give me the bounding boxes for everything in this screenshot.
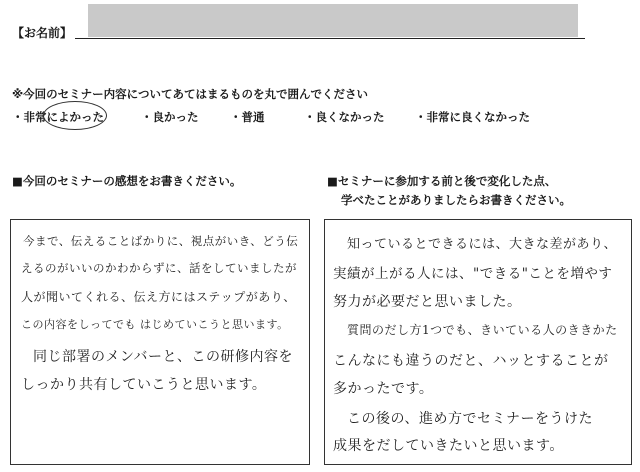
- option-label: ・良くなかった: [304, 110, 385, 124]
- handwritten-line: 成果をだしていきたいと思います。: [333, 438, 564, 454]
- question1-text: ※今回のセミナー内容についてあてはまるものを丸で囲んでください: [12, 87, 368, 101]
- left-comment-box[interactable]: [10, 219, 310, 465]
- right-section-title-line2: 学べたことがありましたらお書きください。: [341, 193, 571, 207]
- selection-circle: [43, 101, 107, 130]
- option-good[interactable]: [141, 109, 199, 125]
- left-section-title: ■今回のセミナーの感想をお書きください。: [12, 174, 242, 188]
- handwritten-line: こんなにも違うのだと、ハッとすることが: [333, 353, 609, 369]
- name-redaction: [88, 4, 578, 37]
- handwritten-line: 実績が上がる人には、"できる"ことを増やす: [333, 266, 613, 282]
- option-label: ・非常によかった: [12, 110, 104, 124]
- handwritten-line: 人が聞いてくれる、伝え方にはステップがあり、: [21, 290, 296, 304]
- handwritten-line: 努力が必要だと思いました。: [333, 294, 522, 310]
- handwritten-line: 同じ部署のメンバーと、この研修内容を: [33, 349, 294, 365]
- right-comment-box[interactable]: [324, 219, 632, 465]
- option-very-not-good[interactable]: [415, 109, 530, 125]
- handwritten-line: 質問のだし方1つでも、きいている人のききかた: [347, 323, 618, 337]
- handwritten-line: しっかり共有していこうと思います。: [21, 377, 267, 393]
- right-section-title: [327, 172, 571, 210]
- option-normal[interactable]: [230, 109, 265, 125]
- option-label: ・普通: [230, 110, 265, 124]
- handwritten-line: 今まで、伝えることばかりに、視点がいき、どう伝: [23, 234, 299, 248]
- right-section-title-line1: ■セミナーに参加する前と後で変化した点、: [327, 174, 557, 188]
- option-label: ・良かった: [141, 110, 199, 124]
- handwritten-line: この後の、進め方でセミナーをうけた: [347, 411, 593, 427]
- handwritten-line: 多かったです。: [333, 381, 434, 397]
- name-underline: [75, 38, 585, 39]
- option-label: ・非常に良くなかった: [415, 110, 530, 124]
- option-not-good[interactable]: [304, 109, 385, 125]
- handwritten-line: 知っているとできるには、大きな差があり、: [347, 237, 618, 252]
- handwritten-line: この内容をしってでも はじめていこうと思います。: [21, 318, 289, 331]
- handwritten-line: えるのがいいのかわからずに、話をしていましたが: [21, 261, 297, 275]
- name-label: 【お名前】: [12, 26, 73, 40]
